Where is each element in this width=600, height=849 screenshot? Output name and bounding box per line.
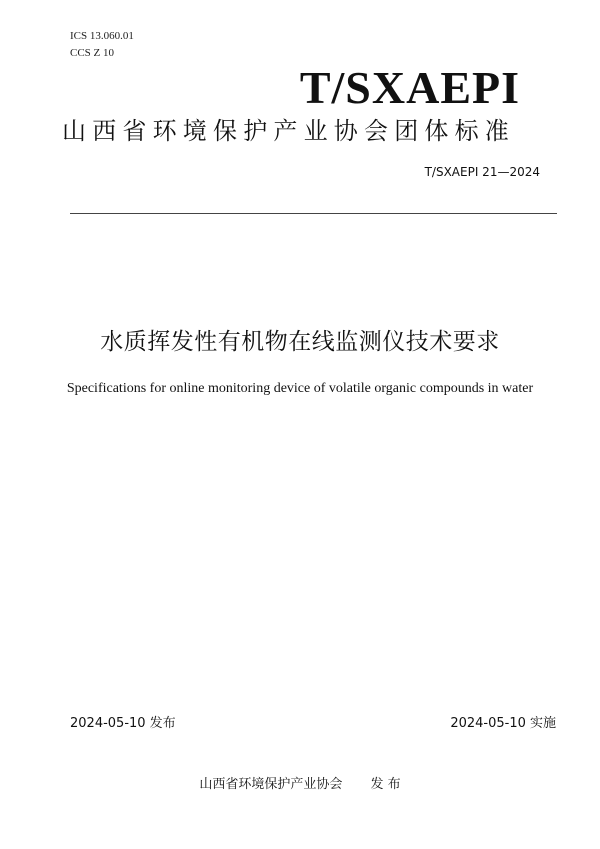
document-number: T/SXAEPI 21—2024 bbox=[424, 165, 540, 179]
publish-date: 2024-05-10 发布 bbox=[70, 716, 176, 731]
implement-date: 2024-05-10 实施 bbox=[450, 716, 556, 731]
standard-mark: T/SXAEPI bbox=[299, 62, 520, 113]
publisher-line bbox=[0, 776, 600, 794]
document-title-en: Specifications for online monitoring device of volatile organic compounds in water bbox=[66, 381, 534, 396]
ccs-code: CCS Z 10 bbox=[70, 47, 115, 59]
publish-label: 发 布 bbox=[370, 777, 401, 792]
document-title-cn: 水质挥发性有机物在线监测仪技术要求 bbox=[100, 329, 500, 355]
organization-title: 山西省环境保护产业协会团体标准 bbox=[62, 117, 515, 145]
ics-code: ICS 13.060.01 bbox=[70, 30, 134, 42]
header-divider bbox=[70, 213, 557, 214]
classification-codes bbox=[70, 28, 134, 62]
publisher-name: 山西省环境保护产业协会 bbox=[199, 777, 343, 792]
